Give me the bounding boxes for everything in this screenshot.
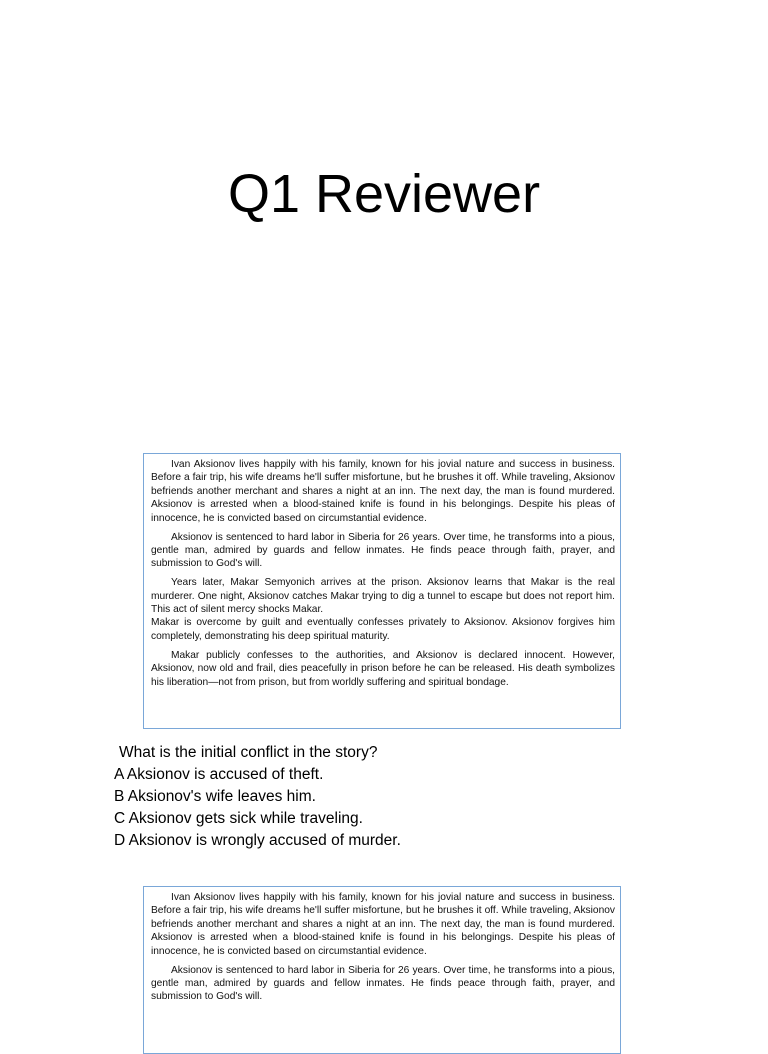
passage-paragraph-text: Ivan Aksionov lives happily with his family, known for his jovial nature and success in business. Before a fair trip, his wife dreams he'll suffer misfortune, but he brushes it off. While traveling, Aksionov befriends another merchant and shares a night at an inn. The next day, the man is found murdered. Aksionov is arrested when a blood-stained knife is found in his belongings. Despite his pleas of innocence, he is convicted based on circumstantial evidence. (151, 459, 615, 524)
page-title: Q1 Reviewer (227, 164, 541, 224)
passage-paragraph-text: Aksionov is sentenced to hard labor in Siberia for 26 years. Over time, he transforms into a pious, gentle man, admired by guards and fellow inmates. He finds peace through faith, prayer, and submission to God's will. (151, 531, 615, 570)
question-stem: What is the initial conflict in the story? (119, 744, 378, 761)
answer-option-d: D Aksionov is wrongly accused of murder. (114, 832, 401, 849)
passage-paragraph (151, 891, 615, 958)
answer-option-c: C Aksionov gets sick while traveling. (114, 810, 363, 827)
passage-paragraph (151, 964, 615, 1004)
passage-paragraph (151, 576, 615, 616)
story-passage-box-repeat (143, 886, 621, 1054)
question-block (114, 742, 714, 852)
passage-paragraph-text: Ivan Aksionov lives happily with his family, known for his jovial nature and success in business. Before a fair trip, his wife dreams he'll suffer misfortune, but he brushes it off. While traveling, Aksionov befriends another merchant and shares a night at an inn. The next day, the man is found murdered. Aksionov is arrested when a blood-stained knife is found in his belongings. Despite his pleas of innocence, he is convicted based on circumstantial evidence. (151, 892, 615, 957)
answer-option-a: A Aksionov is accused of theft. (114, 766, 324, 783)
story-passage-box (143, 453, 621, 729)
passage-paragraph-text: Years later, Makar Semyonich arrives at the prison. Aksionov learns that Makar is the real murderer. One night, Aksionov catches Makar trying to dig a tunnel to escape but does not report him. This act of silent mercy shocks Makar. (151, 577, 615, 616)
passage-paragraph-text: Makar is overcome by guilt and eventually confesses privately to Aksionov. Aksionov forgives him completely, demonstrating his deep spiritual maturity. (151, 617, 615, 642)
passage-paragraph-text: Makar publicly confesses to the authorities, and Aksionov is declared innocent. However, Aksionov, now old and frail, dies peacefully in prison before he can be released. His death symbolizes his liberation—not from prison, but from worldly suffering and spiritual bondage. (151, 649, 615, 688)
passage-paragraph-text: Aksionov is sentenced to hard labor in Siberia for 26 years. Over time, he transforms into a pious, gentle man, admired by guards and fellow inmates. He finds peace through faith, prayer, and submission to God's will. (151, 964, 615, 1003)
passage-paragraph (151, 649, 615, 689)
passage-paragraph (151, 616, 615, 643)
answer-option-b: B Aksionov's wife leaves him. (114, 788, 316, 805)
passage-paragraph (151, 531, 615, 571)
passage-paragraph (151, 458, 615, 525)
